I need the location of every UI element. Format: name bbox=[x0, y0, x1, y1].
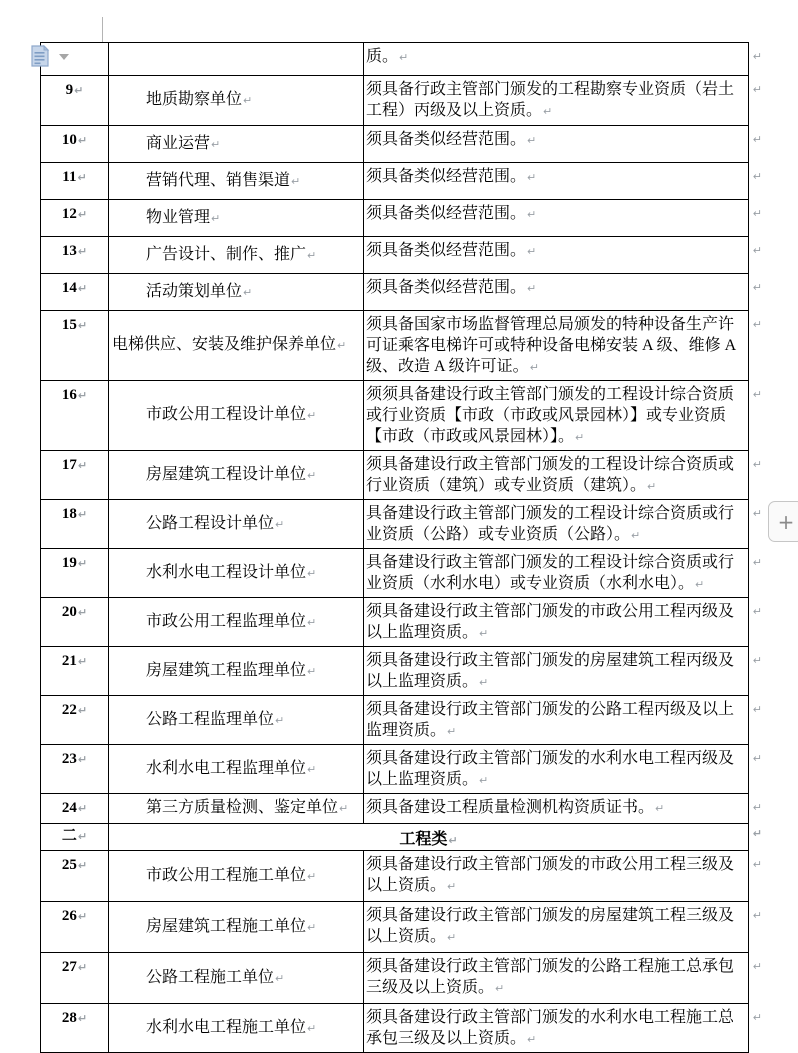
table-row bbox=[41, 76, 749, 126]
row-number-cell[interactable] bbox=[41, 851, 109, 902]
requirement-cell[interactable] bbox=[364, 311, 762, 381]
paste-options-widget[interactable] bbox=[30, 45, 69, 67]
row-number: 26 bbox=[61, 908, 77, 924]
table-row bbox=[41, 500, 749, 549]
row-end-mark: ↵ bbox=[752, 133, 762, 146]
requirement-text: 质。 bbox=[366, 48, 399, 65]
cell-end-mark: ↵ bbox=[695, 578, 705, 591]
cell-end-mark: ↵ bbox=[77, 859, 88, 872]
row-number-cell[interactable] bbox=[41, 953, 109, 1004]
cell-end-mark: ↵ bbox=[307, 409, 317, 422]
table-row bbox=[41, 274, 749, 311]
unit-name: 广告设计、制作、推广 bbox=[146, 245, 307, 263]
unit-name: 营销代理、销售渠道 bbox=[146, 171, 291, 189]
cell-end-mark: ↵ bbox=[479, 627, 489, 640]
requirement-cell[interactable] bbox=[364, 1004, 762, 1053]
table-row bbox=[41, 794, 749, 824]
requirement-text: 须具备建设行政主管部门颁发的公路工程施工总承包三级及以上资质。 bbox=[366, 958, 735, 996]
unit-name: 房屋建筑工程设计单位 bbox=[146, 465, 307, 483]
table-row bbox=[41, 311, 749, 381]
unit-name-cell[interactable] bbox=[109, 76, 364, 126]
section-number-cell[interactable] bbox=[41, 824, 109, 851]
cell-end-mark: ↵ bbox=[655, 802, 665, 815]
requirement-cell[interactable] bbox=[364, 274, 762, 311]
cell-end-mark: ↵ bbox=[339, 802, 349, 815]
unit-name-cell[interactable] bbox=[109, 598, 364, 647]
unit-name: 商业运营 bbox=[146, 134, 211, 152]
unit-name-cell[interactable] bbox=[109, 1004, 364, 1053]
row-number: 16 bbox=[61, 387, 77, 403]
row-end-mark: ↵ bbox=[752, 458, 762, 471]
unit-name-cell[interactable] bbox=[109, 163, 364, 200]
cell-end-mark: ↵ bbox=[211, 137, 221, 151]
row-end-mark: ↵ bbox=[752, 318, 762, 331]
row-end-mark: ↵ bbox=[752, 281, 762, 294]
cell-end-mark: ↵ bbox=[275, 713, 285, 727]
cell-end-mark: ↵ bbox=[77, 508, 88, 521]
unit-name: 物业管理 bbox=[146, 208, 211, 226]
row-number: 21 bbox=[61, 653, 77, 669]
row-number: 12 bbox=[61, 206, 77, 222]
table-row bbox=[41, 902, 749, 953]
cell-end-mark: ↵ bbox=[243, 94, 253, 107]
cell-end-mark: ↵ bbox=[77, 171, 87, 184]
row-number: 11 bbox=[62, 169, 77, 185]
chevron-down-icon[interactable] bbox=[59, 54, 69, 60]
cell-end-mark: ↵ bbox=[307, 762, 317, 776]
row-end-mark: ↵ bbox=[752, 858, 762, 871]
row-number: 28 bbox=[61, 1010, 77, 1026]
unit-name-cell[interactable] bbox=[109, 200, 364, 237]
requirement-cell[interactable] bbox=[364, 902, 762, 953]
unit-name: 市政公用工程监理单位 bbox=[146, 612, 307, 630]
requirement-text: 须具备类似经营范围。 bbox=[366, 205, 527, 222]
row-end-mark: ↵ bbox=[752, 801, 762, 814]
requirement-text: 须须具备建设行政主管部门颁发的工程设计综合资质或行业资质【市政（市政或风景园林）】或专业资质【市政（市政或风景园林）】。 bbox=[366, 386, 735, 445]
cell-end-mark: ↵ bbox=[77, 1012, 88, 1025]
row-end-mark: ↵ bbox=[752, 83, 762, 96]
requirement-cell[interactable] bbox=[364, 381, 762, 451]
requirement-text: 具备建设行政主管部门颁发的工程设计综合资质或行业资质（水利水电）或专业资质（水利水电）。 bbox=[366, 554, 735, 592]
unit-name: 第三方质量检测、鉴定单位 bbox=[146, 799, 339, 816]
cell-end-mark: ↵ bbox=[307, 566, 317, 580]
requirement-cell[interactable] bbox=[364, 794, 762, 824]
unit-name: 电梯供应、安装及维护保养单位 bbox=[112, 336, 337, 353]
cell-end-mark: ↵ bbox=[529, 361, 539, 374]
cell-end-mark: ↵ bbox=[307, 248, 317, 262]
unit-name-cell[interactable] bbox=[109, 451, 364, 500]
requirement-text: 须具备国家市场监督管理总局颁发的特种设备生产许可证乘客电梯许可或特种设备电梯安装 A 级、维修 A 级、改造 A 级许可证。 bbox=[366, 316, 736, 375]
unit-name-cell[interactable] bbox=[109, 953, 364, 1004]
cell-end-mark: ↵ bbox=[77, 208, 88, 221]
cell-end-mark: ↵ bbox=[399, 51, 409, 64]
row-number-cell[interactable] bbox=[41, 549, 109, 598]
cell-end-mark: ↵ bbox=[307, 468, 317, 482]
table-row bbox=[41, 953, 749, 1004]
cell-end-mark: ↵ bbox=[291, 174, 301, 188]
row-number: 17 bbox=[61, 457, 77, 473]
requirement-text: 须具备建设行政主管部门颁发的市政公用工程三级及以上资质。 bbox=[366, 856, 735, 894]
table-row bbox=[41, 696, 749, 745]
requirement-text: 须具备建设工程质量检测机构资质证书。 bbox=[366, 799, 655, 816]
unit-name: 公路工程监理单位 bbox=[146, 710, 275, 728]
unit-name-cell[interactable] bbox=[109, 647, 364, 696]
row-number: 9 bbox=[65, 82, 74, 98]
row-end-mark: ↵ bbox=[752, 207, 762, 220]
row-number-cell[interactable] bbox=[41, 451, 109, 500]
row-number-cell[interactable] bbox=[41, 598, 109, 647]
unit-name-cell[interactable] bbox=[109, 696, 364, 745]
row-number: 15 bbox=[61, 317, 77, 333]
cell-end-mark: ↵ bbox=[275, 971, 285, 985]
row-number-cell[interactable] bbox=[41, 237, 109, 274]
add-page-plus-button[interactable]: + bbox=[768, 501, 798, 542]
row-end-mark: ↵ bbox=[752, 170, 762, 183]
table-row bbox=[41, 647, 749, 696]
requirement-text: 须具备建设行政主管部门颁发的公路工程丙级及以上监理资质。 bbox=[366, 701, 735, 739]
requirement-text: 须具备类似经营范围。 bbox=[366, 131, 527, 148]
cell-end-mark: ↵ bbox=[275, 517, 285, 531]
cell-end-mark: ↵ bbox=[74, 84, 84, 97]
requirement-text: 须具备行政主管部门颁发的工程勘察专业资质（岩土工程）丙级及以上资质。 bbox=[366, 81, 735, 119]
unit-name: 房屋建筑工程监理单位 bbox=[146, 661, 307, 679]
requirement-cell[interactable] bbox=[364, 598, 762, 647]
cell-end-mark: ↵ bbox=[527, 245, 537, 258]
unit-name-cell[interactable] bbox=[109, 237, 364, 274]
row-number-cell[interactable] bbox=[41, 902, 109, 953]
cell-end-mark: ↵ bbox=[77, 753, 88, 766]
cell-end-mark: ↵ bbox=[77, 961, 88, 974]
row-number-cell[interactable] bbox=[41, 500, 109, 549]
cell-end-mark: ↵ bbox=[307, 869, 317, 883]
requirement-text: 须具备建设行政主管部门颁发的水利水电工程丙级及以上监理资质。 bbox=[366, 750, 735, 788]
row-number-cell[interactable] bbox=[41, 76, 109, 126]
cell-end-mark: ↵ bbox=[575, 431, 585, 444]
requirement-text: 具备建设行政主管部门颁发的工程设计综合资质或行业资质（公路）或专业资质（公路）。 bbox=[366, 505, 735, 543]
table-row bbox=[41, 745, 749, 794]
row-number-cell[interactable] bbox=[41, 745, 109, 794]
cell-end-mark: ↵ bbox=[77, 830, 88, 843]
cell-end-mark: ↵ bbox=[495, 982, 505, 995]
cell-end-mark: ↵ bbox=[448, 833, 458, 847]
unit-name: 市政公用工程施工单位 bbox=[146, 866, 307, 884]
requirement-text: 须具备类似经营范围。 bbox=[366, 279, 527, 296]
requirement-text: 须具备类似经营范围。 bbox=[366, 168, 527, 185]
unit-name-cell[interactable] bbox=[109, 902, 364, 953]
cell-end-mark: ↵ bbox=[77, 910, 88, 923]
row-number: 27 bbox=[61, 959, 77, 975]
row-number-cell[interactable] bbox=[41, 1004, 109, 1053]
cell-end-mark: ↵ bbox=[527, 208, 537, 221]
row-number: 25 bbox=[61, 857, 77, 873]
table-row bbox=[41, 126, 749, 163]
table-row bbox=[41, 549, 749, 598]
cell-end-mark: ↵ bbox=[77, 655, 88, 668]
cell-end-mark: ↵ bbox=[77, 802, 88, 815]
unit-name: 水利水电工程施工单位 bbox=[146, 1018, 307, 1036]
unit-name: 市政公用工程设计单位 bbox=[146, 406, 307, 423]
cell-end-mark: ↵ bbox=[77, 282, 88, 295]
unit-name-cell[interactable] bbox=[109, 549, 364, 598]
cell-end-mark: ↵ bbox=[527, 134, 537, 147]
cell-end-mark: ↵ bbox=[77, 704, 88, 717]
text-cursor bbox=[102, 17, 103, 42]
table-row bbox=[41, 824, 749, 851]
cell-end-mark: ↵ bbox=[307, 1021, 317, 1035]
row-end-mark: ↵ bbox=[752, 654, 762, 667]
cell-end-mark: ↵ bbox=[479, 676, 489, 689]
requirement-cell[interactable] bbox=[364, 647, 762, 696]
document-paste-icon[interactable] bbox=[30, 45, 50, 67]
table-row bbox=[41, 43, 749, 76]
row-end-mark: ↵ bbox=[752, 388, 762, 401]
table-row bbox=[41, 851, 749, 902]
table-row bbox=[41, 451, 749, 500]
cell-end-mark: ↵ bbox=[211, 211, 221, 225]
row-number-cell[interactable] bbox=[41, 200, 109, 237]
row-end-mark: ↵ bbox=[752, 244, 762, 257]
row-end-mark: ↵ bbox=[752, 960, 762, 973]
row-number: 22 bbox=[61, 702, 77, 718]
row-end-mark: ↵ bbox=[752, 507, 762, 520]
requirement-cell[interactable] bbox=[364, 237, 762, 274]
qualification-table-body bbox=[41, 43, 762, 1053]
cell-end-mark: ↵ bbox=[77, 245, 88, 258]
table-row bbox=[41, 381, 749, 451]
unit-name: 房屋建筑工程施工单位 bbox=[146, 917, 307, 935]
cell-end-mark: ↵ bbox=[77, 459, 88, 472]
cell-end-mark: ↵ bbox=[77, 389, 88, 402]
cell-end-mark: ↵ bbox=[77, 606, 88, 619]
unit-name-cell[interactable] bbox=[109, 381, 364, 451]
table-row bbox=[41, 200, 749, 237]
requirement-cell[interactable] bbox=[364, 696, 762, 745]
cell-end-mark: ↵ bbox=[77, 319, 88, 332]
qualification-table bbox=[40, 42, 762, 1053]
cell-end-mark: ↵ bbox=[543, 105, 553, 118]
cell-end-mark: ↵ bbox=[527, 1033, 537, 1046]
row-number: 20 bbox=[61, 604, 77, 620]
requirement-text: 须具备建设行政主管部门颁发的水利水电工程施工总承包三级及以上资质。 bbox=[366, 1009, 735, 1047]
unit-name: 水利水电工程设计单位 bbox=[146, 563, 307, 581]
row-number: 18 bbox=[61, 506, 77, 522]
table-row bbox=[41, 598, 749, 647]
row-end-mark: ↵ bbox=[752, 605, 762, 618]
cell-end-mark: ↵ bbox=[337, 339, 347, 352]
requirement-cell[interactable] bbox=[364, 549, 762, 598]
requirement-cell[interactable] bbox=[364, 200, 762, 237]
cell-end-mark: ↵ bbox=[243, 285, 253, 299]
cell-end-mark: ↵ bbox=[631, 529, 641, 542]
row-number: 13 bbox=[61, 243, 77, 259]
row-number: 24 bbox=[61, 800, 77, 816]
unit-name: 水利水电工程监理单位 bbox=[146, 759, 307, 777]
cell-end-mark: ↵ bbox=[479, 774, 489, 787]
requirement-cell[interactable] bbox=[364, 500, 762, 549]
cell-end-mark: ↵ bbox=[447, 725, 457, 738]
row-number-cell[interactable] bbox=[41, 274, 109, 311]
row-number-cell[interactable] bbox=[41, 696, 109, 745]
requirement-cell[interactable] bbox=[364, 76, 762, 126]
requirement-cell[interactable] bbox=[364, 126, 762, 163]
row-number: 14 bbox=[61, 280, 77, 296]
requirement-cell[interactable] bbox=[364, 451, 762, 500]
requirement-cell[interactable] bbox=[364, 851, 762, 902]
cell-end-mark: ↵ bbox=[527, 171, 537, 184]
requirement-text: 须具备建设行政主管部门颁发的房屋建筑工程三级及以上资质。 bbox=[366, 907, 735, 945]
section-title-cell[interactable] bbox=[109, 824, 762, 851]
cell-end-mark: ↵ bbox=[447, 880, 457, 893]
cell-end-mark: ↵ bbox=[307, 920, 317, 934]
unit-name-cell[interactable] bbox=[109, 43, 364, 76]
row-number-cell[interactable] bbox=[41, 794, 109, 824]
row-end-mark: ↵ bbox=[752, 909, 762, 922]
requirement-cell[interactable] bbox=[364, 745, 762, 794]
unit-name-cell[interactable] bbox=[109, 794, 364, 824]
requirement-cell[interactable] bbox=[364, 953, 762, 1004]
cell-end-mark: ↵ bbox=[647, 480, 657, 493]
section-number: 二 bbox=[61, 828, 77, 844]
cell-end-mark: ↵ bbox=[307, 615, 317, 629]
requirement-text: 须具备建设行政主管部门颁发的房屋建筑工程丙级及以上监理资质。 bbox=[366, 652, 735, 690]
row-number: 23 bbox=[61, 751, 77, 767]
table-row bbox=[41, 1004, 749, 1053]
unit-name-cell[interactable] bbox=[109, 851, 364, 902]
row-number-cell[interactable] bbox=[41, 163, 109, 200]
unit-name: 地质勘察单位 bbox=[146, 91, 243, 108]
cell-end-mark: ↵ bbox=[527, 282, 537, 295]
row-end-mark: ↵ bbox=[752, 827, 762, 840]
row-end-mark: ↵ bbox=[752, 752, 762, 765]
requirement-text: 须具备建设行政主管部门颁发的工程设计综合资质或行业资质（建筑）或专业资质（建筑）。 bbox=[366, 456, 735, 494]
row-number: 10 bbox=[61, 132, 77, 148]
row-number-cell[interactable] bbox=[41, 311, 109, 381]
row-end-mark: ↵ bbox=[752, 556, 762, 569]
row-number-cell[interactable] bbox=[41, 381, 109, 451]
unit-name: 公路工程设计单位 bbox=[146, 514, 275, 532]
unit-name-cell[interactable] bbox=[109, 500, 364, 549]
row-end-mark: ↵ bbox=[752, 50, 762, 63]
row-number: 19 bbox=[61, 555, 77, 571]
unit-name-cell[interactable] bbox=[109, 311, 364, 381]
requirement-cell[interactable] bbox=[364, 163, 762, 200]
row-end-mark: ↵ bbox=[752, 703, 762, 716]
unit-name: 活动策划单位 bbox=[146, 282, 243, 300]
table-row bbox=[41, 237, 749, 274]
row-number-cell[interactable] bbox=[41, 647, 109, 696]
table-row bbox=[41, 163, 749, 200]
row-number-cell[interactable] bbox=[41, 126, 109, 163]
cell-end-mark: ↵ bbox=[307, 664, 317, 678]
requirement-text: 须具备类似经营范围。 bbox=[366, 242, 527, 259]
cell-end-mark: ↵ bbox=[77, 134, 88, 147]
unit-name-cell[interactable] bbox=[109, 126, 364, 163]
requirement-text: 须具备建设行政主管部门颁发的市政公用工程丙级及以上监理资质。 bbox=[366, 603, 735, 641]
requirement-cell[interactable] bbox=[364, 43, 762, 76]
unit-name: 公路工程施工单位 bbox=[146, 968, 275, 986]
row-end-mark: ↵ bbox=[752, 1011, 762, 1024]
cell-end-mark: ↵ bbox=[447, 931, 457, 944]
unit-name-cell[interactable] bbox=[109, 745, 364, 794]
cell-end-mark: ↵ bbox=[77, 557, 88, 570]
unit-name-cell[interactable] bbox=[109, 274, 364, 311]
section-title: 工程类 bbox=[399, 830, 448, 848]
